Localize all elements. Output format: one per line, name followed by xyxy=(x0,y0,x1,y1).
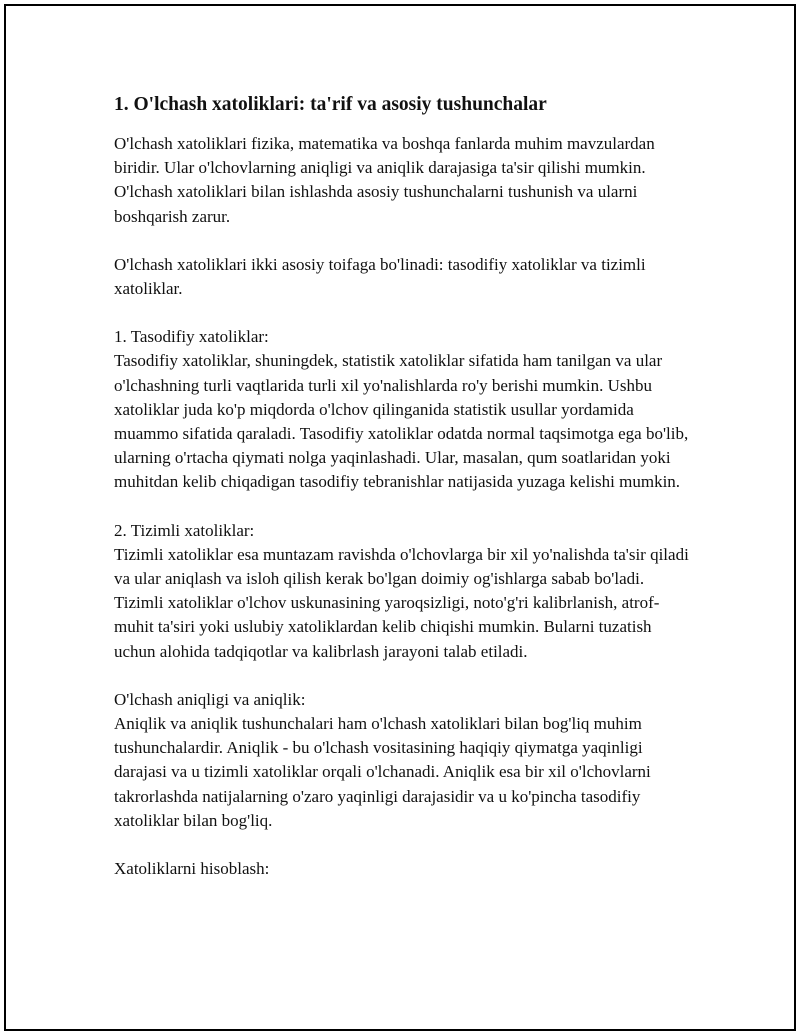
accuracy-text: Aniqlik va aniqlik tushunchalari ham o'lchash xatoliklari bilan bog'liq muhim tushunchalardir. Aniqlik - bu o'lchash vositasining haqiqiy qiymatga yaqinligi darajasi va u tizimli xatoliklar orqali o'lchanadi. Aniqlik esa bir xil o'lchovlarni takrorlashda natijalarning o'zaro yaqinligi darajasidir va u ko'pincha tasodifiy xatoliklar bilan bog'liq. xyxy=(114,714,651,830)
systematic-errors-text: Tizimli xatoliklar esa muntazam ravishda o'lchovlarga bir xil yo'nalishda ta'sir qiladi va ular aniqlash va isloh qilish kerak bo'lgan doimiy og'ishlarga sabab bo'ladi. Tizimli xatoliklar o'lchov uskunasining yaroqsizligi, noto'g'ri kalibrlanish, atrof-muhit ta'siri yoki uslubiy xatoliklardan kelib chiqishi mumkin. Bularni tuzatish uchun alohida tadqiqotlar va kalibrlash jarayoni talab etiladi. xyxy=(114,544,689,661)
page-title: 1. O'lchash xatoliklari: ta'rif va asosiy tushunchalar xyxy=(114,94,547,115)
random-errors-title: 1. Tasodifiy xatoliklar: xyxy=(114,327,269,347)
random-errors-text: Tasodifiy xatoliklar, shuningdek, statistik xatoliklar sifatida ham tanilgan va ular o'lchashning turli vaqtlarida turli xil yo'nalishlarda ro'y berishi mumkin. Ushbu xatoliklar juda ko'p miqdorda o'lchov qilinganida statistik usullar yordamida muammo sifatida qaraladi. Tasodifiy xatoliklar odatda normal taqsimotga ega bo'lib, ularning o'rtacha qiymati nolga yaqinlashadi. Ular, masalan, qum soatlaridan yoki muhitdan kelib chiqadigan tasodifiy tebranishlar natijasida yuzaga kelishi mumkin. xyxy=(114,351,689,492)
accuracy-section xyxy=(114,688,694,833)
categories-paragraph: O'lchash xatoliklari ikki asosiy toifaga bo'linadi: tasodifiy xatoliklar va tizimli xatoliklar. xyxy=(114,254,646,299)
intro-paragraph: O'lchash xatoliklari fizika, matematika va boshqa fanlarda muhim mavzulardan biridir. Ular o'lchovlarning aniqligi va aniqlik darajasiga ta'sir qilishi mumkin. O'lchash xatoliklari bilan ishlashda asosiy tushunchalarni tushunish va ularni boshqarish zarur. xyxy=(114,134,655,226)
calculation-title: Xatoliklarni hisoblash: xyxy=(114,859,270,879)
systematic-errors-section xyxy=(114,519,694,664)
document-body xyxy=(114,92,694,881)
accuracy-title: O'lchash aniqligi va aniqlik: xyxy=(114,689,306,709)
random-errors-section xyxy=(114,325,694,494)
systematic-errors-title: 2. Tizimli xatoliklar: xyxy=(114,520,255,540)
